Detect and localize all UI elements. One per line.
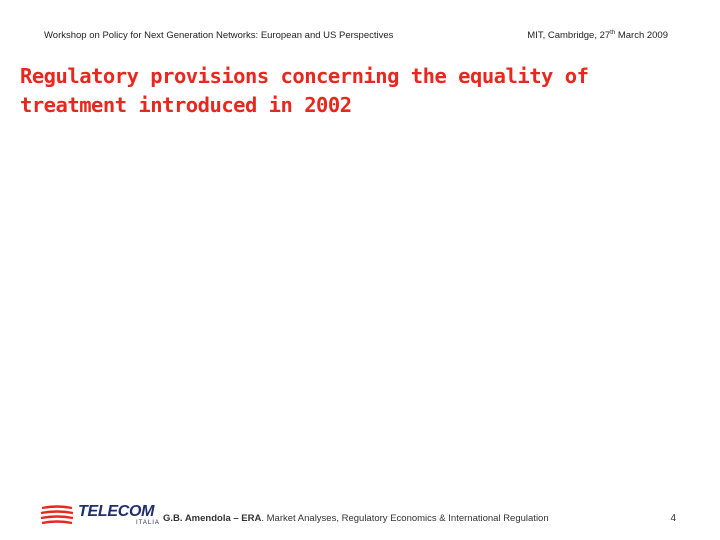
footer-author: G.B. Amendola – ERA xyxy=(163,513,262,524)
logo-stripes-icon xyxy=(40,505,74,525)
footer-department: . Market Analyses, Regulatory Economics & International Regulation xyxy=(261,513,549,524)
telecom-italia-logo xyxy=(40,503,160,531)
location-date-suffix: March 2009 xyxy=(615,30,668,41)
slide-title: Regulatory provisions concerning the equality of treatment introduced in 2002 xyxy=(20,64,589,117)
location-date-superscript: th xyxy=(610,29,616,36)
footer-credit xyxy=(163,513,549,524)
location-date-prefix: MIT, Cambridge, 27 xyxy=(527,30,611,41)
logo-subtext: ITALIA xyxy=(136,520,160,526)
logo-wordmark: TELECOM xyxy=(78,503,155,520)
workshop-header: Workshop on Policy for Next Generation Networks: European and US Perspectives xyxy=(44,30,394,41)
location-date-header xyxy=(527,30,668,41)
page-number: 4 xyxy=(670,513,676,524)
